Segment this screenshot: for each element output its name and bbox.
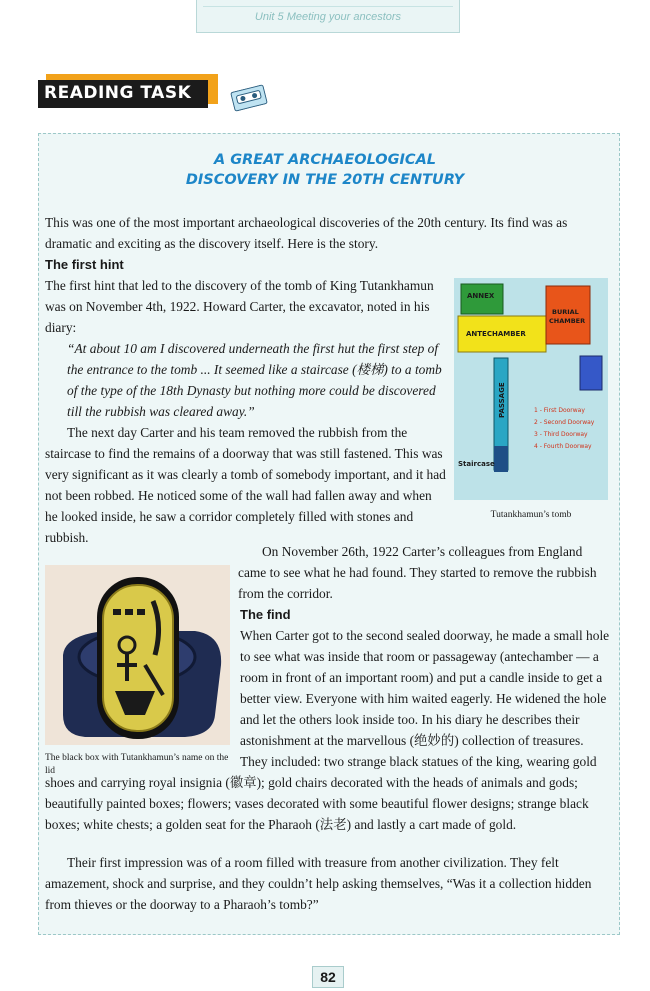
box-caption: The black box with Tutankhamun’s name on the lid — [45, 753, 229, 776]
impression-paragraph: Their first impression was of a room filled with treasure from another civilization. They felt amazement, shock and surprise, and they couldn’t help asking themselves, “Was it a collection hidden from thieves or the doorway to a Pharaoh’s tomb?” — [45, 855, 592, 912]
article-title — [0, 150, 650, 190]
tomb-diagram — [454, 278, 608, 500]
annex-label: ANNEX — [467, 292, 495, 300]
section-banner — [38, 80, 218, 108]
legend-1: 1 - First Doorway — [534, 407, 585, 414]
heading-the-find: The find — [240, 607, 291, 622]
treasury-room — [580, 356, 602, 390]
unit-header — [196, 0, 460, 33]
legend-2: 2 - Second Doorway — [534, 419, 595, 426]
legend-3: 3 - Third Doorway — [534, 431, 588, 438]
find-paragraph: When Carter got to the second sealed doorway, he made a small hole to see what was inside that room or passageway (antechamber — a room in front of an important room) and put a candle inside to get a better view. Everyone with him waited eagerly. He widened the hole and let the others look inside too. In his diary he describes their astonishment at the marvellous (绝妙的) collection of treasures. They included: two strange black statues of the king, wearing gold shoes and carrying royal insignia (徽章); gold chairs decorated with the heads of animals and gods; beautifully painted boxes; flowers; vases decorated with some beautiful flower designs; strange black boxes; white chests; a golden seat for the Pharaoh (法老) and lastly a cart made of gold. — [45, 628, 610, 832]
tomb-caption: Tutankhamun’s tomb — [490, 510, 572, 520]
image-wrap-spacer — [45, 625, 240, 772]
heading-first-hint: The first hint — [45, 257, 124, 272]
staircase-label: Staircase — [458, 460, 495, 468]
unit-title: Unit 5 Meeting your ancestors — [254, 11, 402, 23]
first-hint-paragraph: The first hint that led to the discovery of the tomb of King Tutankhamun was on November 4th, 1922. Howard Carter, the excavator, noted in his diary: — [45, 278, 434, 335]
title-line-2: DISCOVERY IN THE 20TH CENTURY — [185, 172, 465, 188]
cassette-icon — [230, 84, 268, 112]
staircase-steps — [494, 446, 508, 472]
burial-chamber-label: BURIAL CHAMBER — [549, 308, 586, 325]
header-rule — [203, 6, 453, 7]
antechamber-label: ANTECHAMBER — [466, 330, 526, 338]
find-paragraph-wrap — [45, 625, 613, 835]
nov26-paragraph: On November 26th, 1922 Carter’s colleagues from England came to see what he had found. They started to remove the rubbish from the corridor. — [238, 544, 597, 601]
banner-label: READING TASK — [44, 83, 192, 103]
passage-label: PASSAGE — [498, 382, 506, 418]
title-line-1: A GREAT ARCHAEOLOGICAL — [213, 152, 437, 168]
intro-paragraph: This was one of the most important archaeological discoveries of the 20th century. Its find was as dramatic and exciting as the discovery itself. Here is the story. — [45, 215, 568, 251]
legend-4: 4 - Fourth Doorway — [534, 443, 592, 450]
diary-quote: “At about 10 am I discovered underneath the first hut the first step of the entrance to the tomb ... It seemed like a staircase (楼梯) to a tomb of the type of the 18th Dynasty but nothing more could be discovered till the rubbish was cleared away.” — [67, 341, 442, 419]
page-number: 82 — [312, 966, 344, 988]
next-day-paragraph: The next day Carter and his team removed the rubbish from the staircase to find the remains of a doorway that was still fastened. This was very significant as it was clearly a tomb of somebody important, and it had not been robbed. He noticed some of the wall had fallen away and when he looked inside, he saw a corridor completely filled with stones and rubbish. — [45, 425, 446, 545]
